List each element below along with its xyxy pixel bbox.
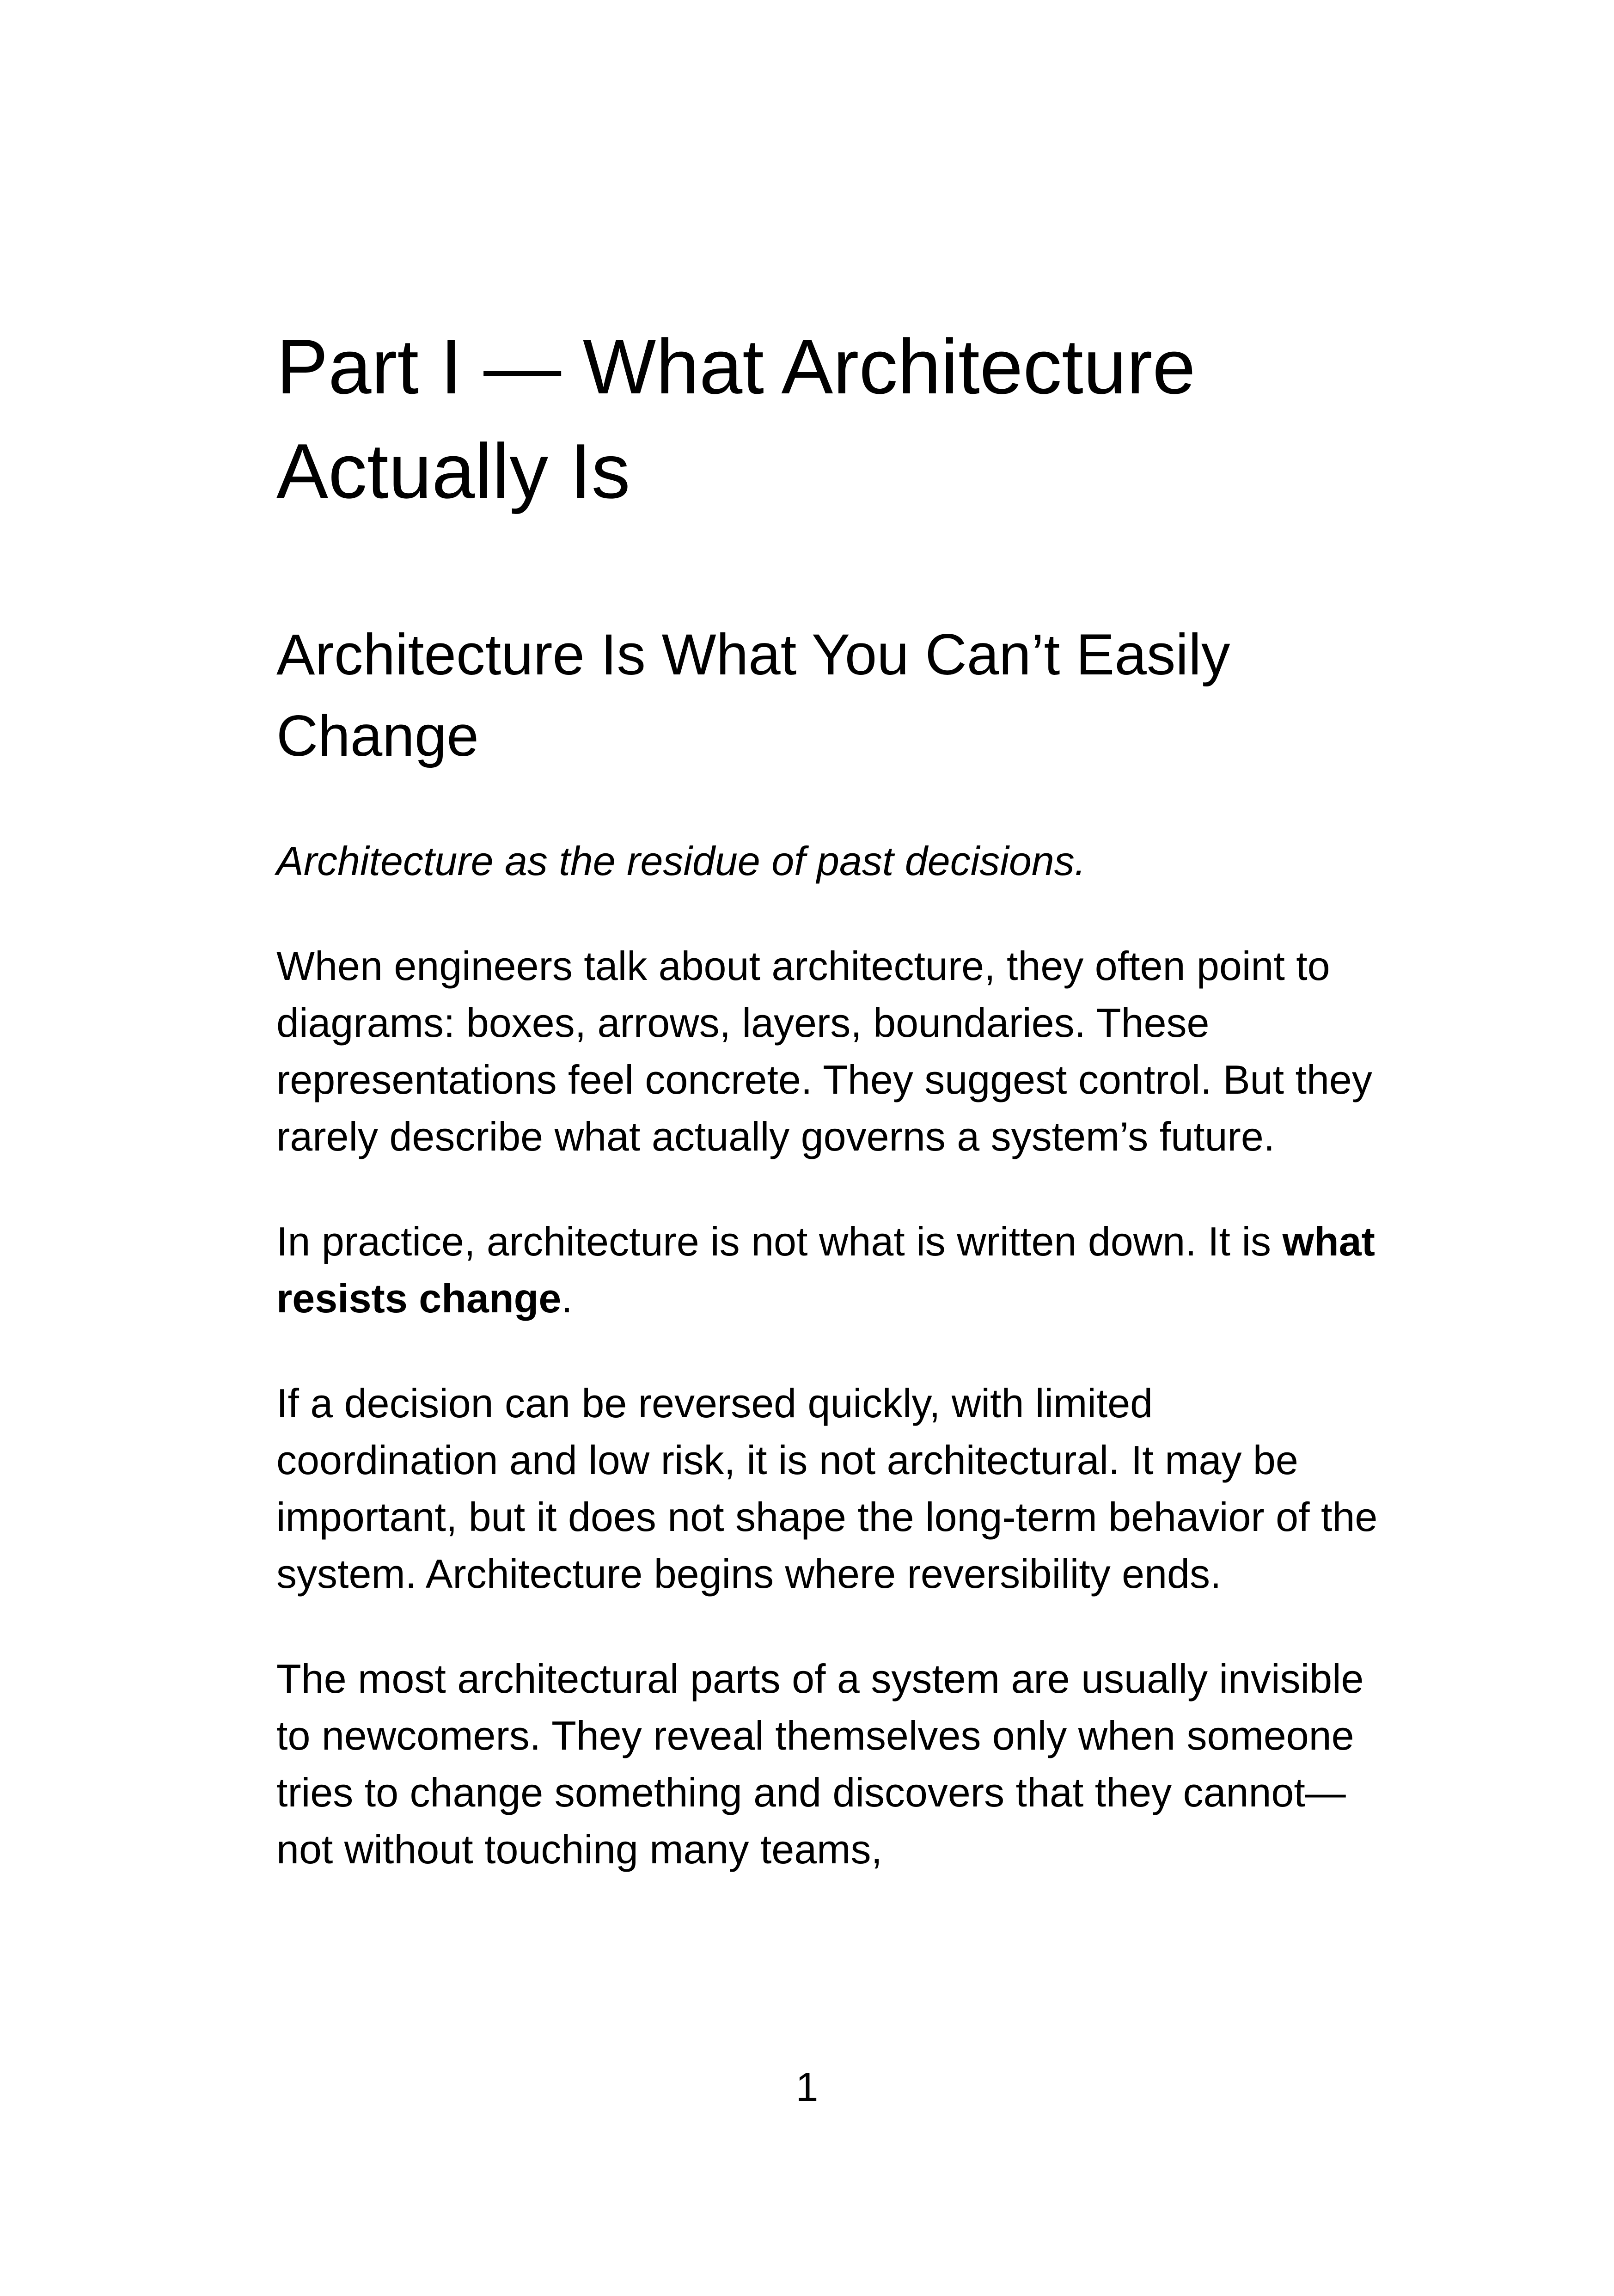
paragraph-4: The most architectural parts of a system are usually invisible to newcomers. They reveal themselves only when someone tries to change something and discovers that they cannot—not without touching many teams, [276,1656,1364,1872]
paragraph-1: When engineers talk about architecture, they often point to diagrams: boxes, arrows, layers, boundaries. These representations feel concrete. They suggest control. But they rarely describe what actually governs a system’s future. [276,943,1372,1159]
paragraph-2-text: In practice, architecture is not what is written down. It is [276,1218,1283,1264]
epigraph: Architecture as the residue of past decisions. [276,838,1086,884]
page-number: 1 [795,2064,819,2110]
paragraph-2-bold-phrase: what resists change [276,1218,1375,1321]
part-title: Part I — What Architecture Actually Is [276,323,1196,514]
paragraph-3: If a decision can be reversed quickly, with limited coordination and low risk, it is not architectural. It may be important, but it does not shape the long-term behavior of the system. Architecture begins where reversibility ends. [276,1380,1378,1597]
paragraph-2-end: . [561,1275,573,1321]
page-content [276,314,1386,1878]
chapter-title: Architecture Is What You Can’t Easily Change [276,623,1230,768]
paragraph-2 [276,1213,1386,1327]
